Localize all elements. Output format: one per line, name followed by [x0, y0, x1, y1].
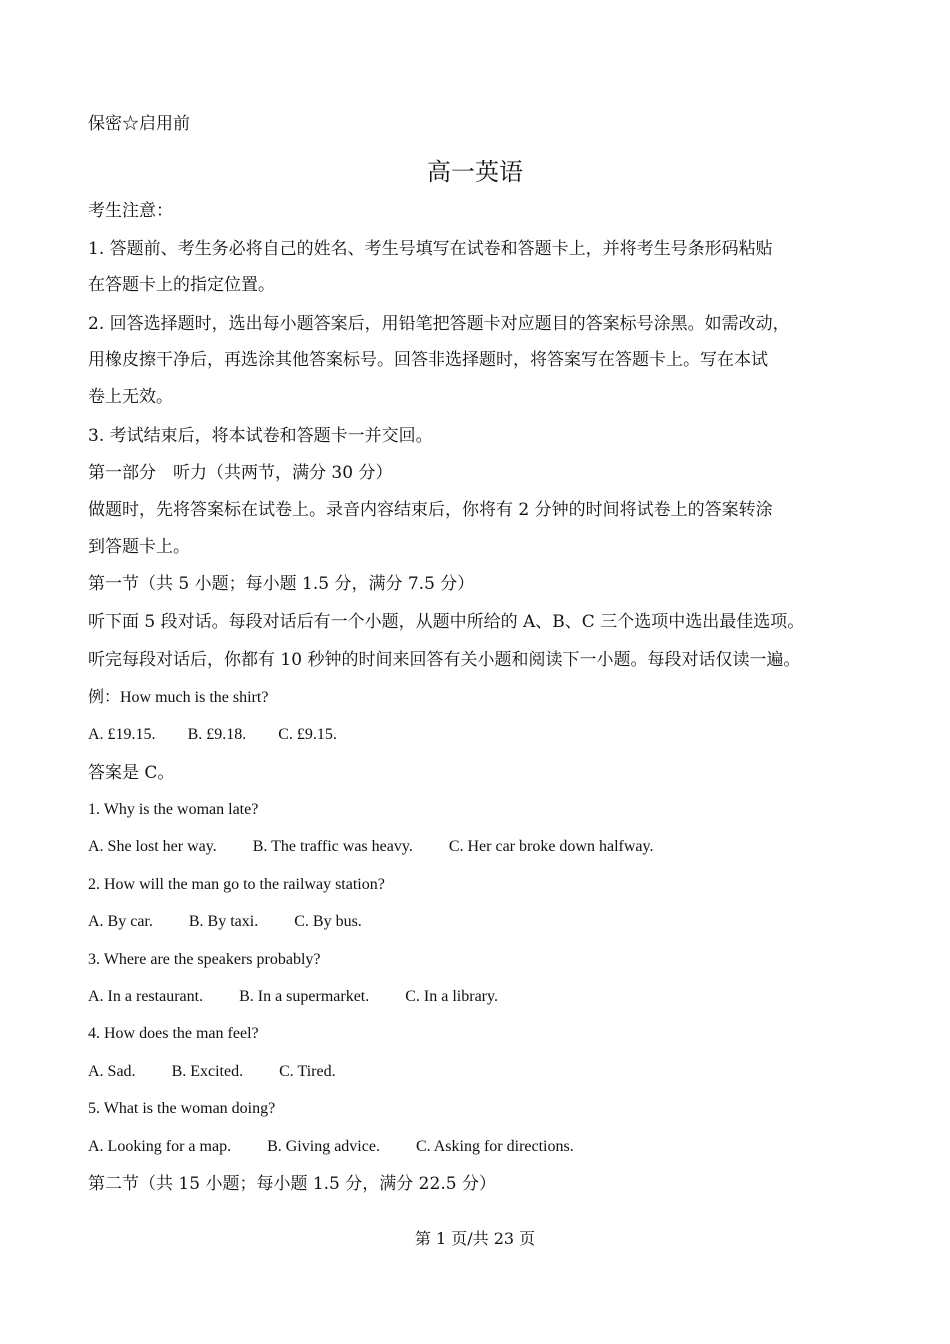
section1-heading: 第一节（共 5 小题；每小题 1.5 分，满分 7.5 分）: [88, 574, 475, 594]
section1-instructions-line-1: 听下面 5 段对话。每段对话后有一个小题，从题中所给的 A、B、C 三个选项中选出最佳选项。: [88, 612, 805, 632]
question-4: 4. How does the man feel?: [88, 1025, 259, 1042]
question-5: 5. What is the woman doing?: [88, 1100, 276, 1117]
question-2-options: [88, 910, 362, 934]
q4-option-b: B. Excited.: [171, 1063, 244, 1080]
q1-option-c: C. Her car broke down halfway.: [448, 838, 654, 855]
q4-option-a: A. Sad.: [88, 1063, 136, 1080]
notice-item-1-line-2: 在答题卡上的指定位置。: [88, 275, 275, 295]
part1-heading: 第一部分 听力（共两节，满分 30 分）: [88, 463, 393, 483]
notice-item-2-line-1: 2. 回答选择题时，选出每小题答案后，用铅笔把答题卡对应题目的答案标号涂黑。如需改动，: [88, 314, 790, 334]
section1-instructions-line-2: 听完每段对话后，你都有 10 秒钟的时间来回答有关小题和阅读下一小题。每段对话仅读一遍。: [88, 650, 801, 670]
question-1-options: [88, 835, 653, 859]
notice-item-2-line-3: 卷上无效。: [88, 387, 173, 407]
notice-heading: 考生注意：: [88, 201, 173, 221]
q3-option-b: B. In a supermarket.: [239, 988, 370, 1005]
question-2: 2. How will the man go to the railway station?: [88, 876, 385, 893]
q4-option-c: C. Tired.: [279, 1063, 336, 1080]
q5-option-a: A. Looking for a map.: [88, 1138, 232, 1155]
question-1: 1. Why is the woman late?: [88, 801, 259, 818]
q2-option-a: A. By car.: [88, 913, 153, 930]
section2-heading: 第二节（共 15 小题；每小题 1.5 分，满分 22.5 分）: [88, 1174, 496, 1194]
q1-option-a: A. She lost her way.: [88, 838, 217, 855]
page-title: 高一英语: [427, 158, 523, 186]
example-option-b: B. £9.18.: [187, 726, 247, 743]
q5-option-b: B. Giving advice.: [267, 1138, 380, 1155]
question-5-options: [88, 1135, 574, 1159]
notice-item-3-line-1: 3. 考试结束后，将本试卷和答题卡一并交回。: [88, 426, 433, 446]
question-3-options: [88, 985, 498, 1009]
notice-item-1-line-1: 1. 答题前、考生务必将自己的姓名、考生号填写在试卷和答题卡上，并将考生号条形码粘贴: [88, 239, 773, 259]
example-option-a: A. £19.15.: [88, 726, 156, 743]
question-4-options: [88, 1060, 336, 1084]
q2-option-c: C. By bus.: [294, 913, 362, 930]
example-answer: 答案是 C。: [88, 763, 175, 783]
example-option-c: C. £9.15.: [278, 726, 337, 743]
confidential-label: 保密☆启用前: [88, 114, 190, 134]
q1-option-b: B. The traffic was heavy.: [252, 838, 413, 855]
question-3: 3. Where are the speakers probably?: [88, 951, 321, 968]
q3-option-c: C. In a library.: [405, 988, 498, 1005]
q5-option-c: C. Asking for directions.: [415, 1138, 574, 1155]
q3-option-a: A. In a restaurant.: [88, 988, 204, 1005]
part1-instructions-line-2: 到答题卡上。: [88, 537, 190, 557]
q2-option-b: B. By taxi.: [188, 913, 259, 930]
example-options: [88, 723, 337, 747]
page-number: 第 1 页/共 23 页: [414, 1229, 536, 1248]
part1-instructions-line-1: 做题时，先将答案标在试卷上。录音内容结束后，你将有 2 分钟的时间将试卷上的答案转涂: [88, 500, 773, 520]
notice-item-2-line-2: 用橡皮擦干净后，再选涂其他答案标号。回答非选择题时，将答案写在答题卡上。写在本试: [88, 350, 768, 370]
example-question: 例：How much is the shirt?: [88, 689, 269, 706]
